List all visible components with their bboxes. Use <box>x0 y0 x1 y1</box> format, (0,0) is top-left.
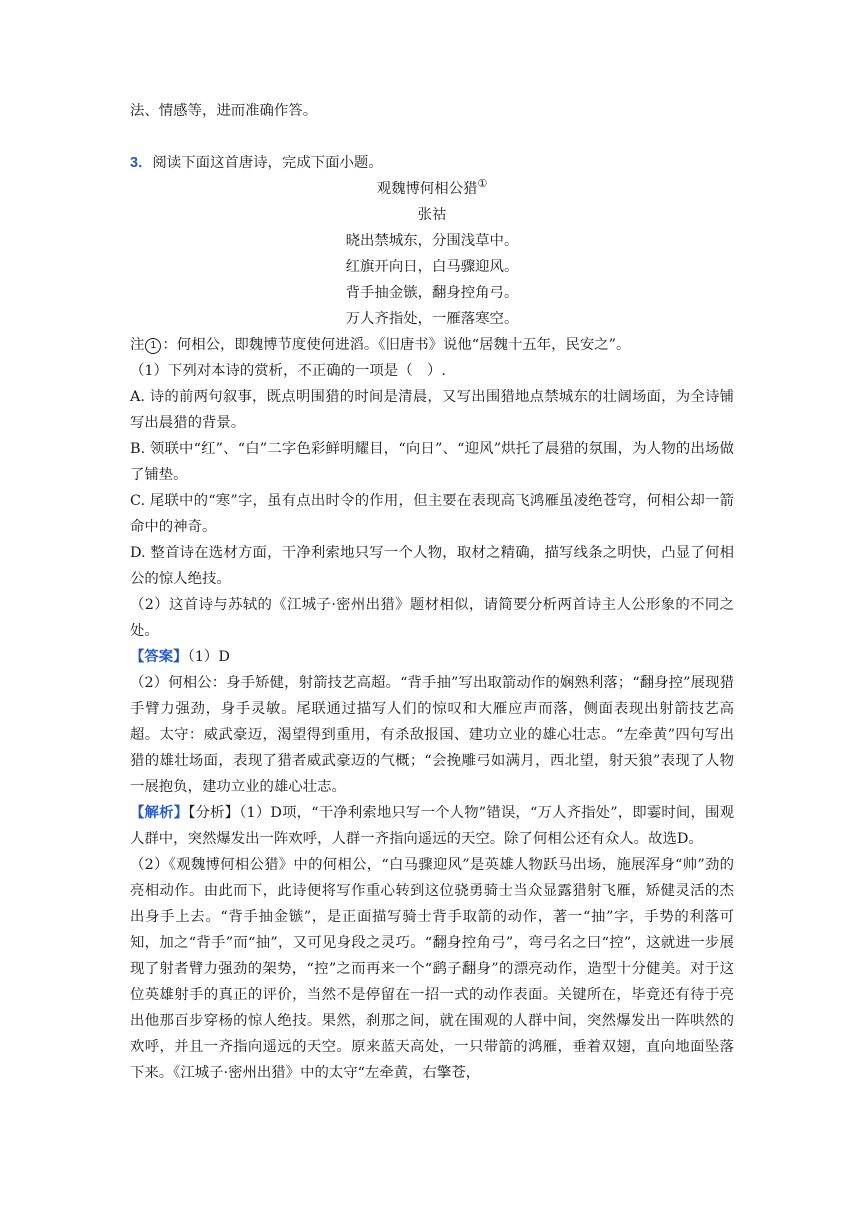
poem-title-footnote-mark: ① <box>477 177 488 191</box>
note-text: ：何相公，即魏博节度使何进滔。《旧唐书》说他“居魏十五年，民安之”。 <box>162 337 631 353</box>
poem-line: 背手抽金镞，翻身控角弓。 <box>345 285 519 301</box>
answer-header <box>130 644 734 670</box>
poem-line: 红旗开向日，白马骤迎风。 <box>345 259 519 275</box>
poem-line: 万人齐指处，一雁落寒空。 <box>345 311 519 327</box>
sub-question-1-stem: （1）下列对本诗的赏析，不正确的一项是（ ）. <box>130 363 446 379</box>
option-d: D. 整首诗在选材方面，干净利索地只写一个人物，取材之精确，描写线条之明快，凸显了何相公的惊人绝技。 <box>130 545 734 587</box>
spacer <box>130 124 734 150</box>
question-header <box>130 150 734 176</box>
analysis-tag: 【解析】 <box>130 804 189 821</box>
option-c: C. 尾联中的“寒”字，虽有点出时令的作用，但主要在表现高飞鸿雁虽凌绝苍穹，何相公却一箭命中的神奇。 <box>130 493 734 535</box>
previous-answer-tail: 法、情感等，进而准确作答。 <box>130 103 318 119</box>
question-number: 3． <box>130 155 153 171</box>
analysis-part-2: （2）《观魏博何相公猎》中的何相公，“白马骤迎风”是英雄人物跃马出场，施展浑身“帅”劲的亮相动作。由此而下，此诗便将写作重心转到这位骁勇骑士当众显露猎射飞雁，矫健灵活的杰出身手上去。“背手抽金镞”，是正面描写骑士背手取箭的动作，著一“抽”字，手势的利落可知，加之“背手”而“抽”，又可见身段之灵巧。“翻身控角弓”，弯弓名之曰“控”，这就进一步展现了射者臂力强劲的架势，“控”之而再来一个“鹞子翻身”的漂亮动作，造型十分健美。对于这位英雄射手的真正的评价，当然不是停留在一招一式的动作表面。关键所在，毕竟还有待于亮出他那百步穿杨的惊人绝技。果然，刹那之间，就在围观的人群中间，突然爆发出一阵哄然的欢呼，并且一齐指向遥远的天空。原来蓝天高处，一只带箭的鸿雁，垂着双翅，直向地面坠落下来。《江城子·密州出猎》中的太守“左牵黄，右擎苍， <box>130 857 734 1081</box>
poem-title <box>130 176 734 202</box>
poem-author: 张祜 <box>417 207 447 223</box>
poem-title-text: 观魏博何相公猎 <box>376 181 478 197</box>
document-page <box>130 98 734 1086</box>
poem-note <box>130 332 734 358</box>
note-number-badge: 1 <box>145 338 161 354</box>
analysis-part-1 <box>130 800 734 852</box>
poem-line: 晓出禁城东，分围浅草中。 <box>345 233 519 249</box>
option-a: A. 诗的前两句叙事，既点明围猎的时间是清晨，又写出围猎地点禁城东的壮阔场面，为全诗铺写出晨猎的背景。 <box>130 389 734 431</box>
answer-part-1: （1）D <box>187 649 230 665</box>
analysis-part-1-text: 【分析】（1）D项，“干净利索地只写一个人物”错误，“万人齐指处”，即霎时间，围观人群中，突然爆发出一阵欢呼，人群一齐指向遥远的天空。除了何相公还有众人。故选D。 <box>130 805 734 847</box>
note-prefix: 注 <box>130 337 145 353</box>
option-b: B. 领联中“红”、“白”二字色彩鲜明耀目，“向日”、“迎风”烘托了晨猎的氛围，为人物的出场做了铺垫。 <box>130 441 734 483</box>
sub-question-2-stem: （2）这首诗与苏轼的《江城子·密州出猎》题材相似，请简要分析两首诗主人公形象的不同之处。 <box>130 597 734 639</box>
answer-part-2: （2）何相公：身手矫健，射箭技艺高超。“背手抽”写出取箭动作的娴熟利落；“翻身控”展现猎手臂力强劲，身手灵敏。尾联通过描写人们的惊叹和大雁应声而落，侧面表现出射箭技艺高超。太守：威武豪迈，渴望得到重用，有杀敌报国、建功立业的雄心壮志。“左牵黄”四句写出猎的雄壮场面，表现了猎者威武豪迈的气概；“会挽雕弓如满月，西北望，射天狼”表现了人物一展抱负，建功立业的雄心壮志。 <box>130 675 734 795</box>
question-prompt: 阅读下面这首唐诗，完成下面小题。 <box>152 155 383 171</box>
answer-tag: 【答案】 <box>130 648 188 665</box>
